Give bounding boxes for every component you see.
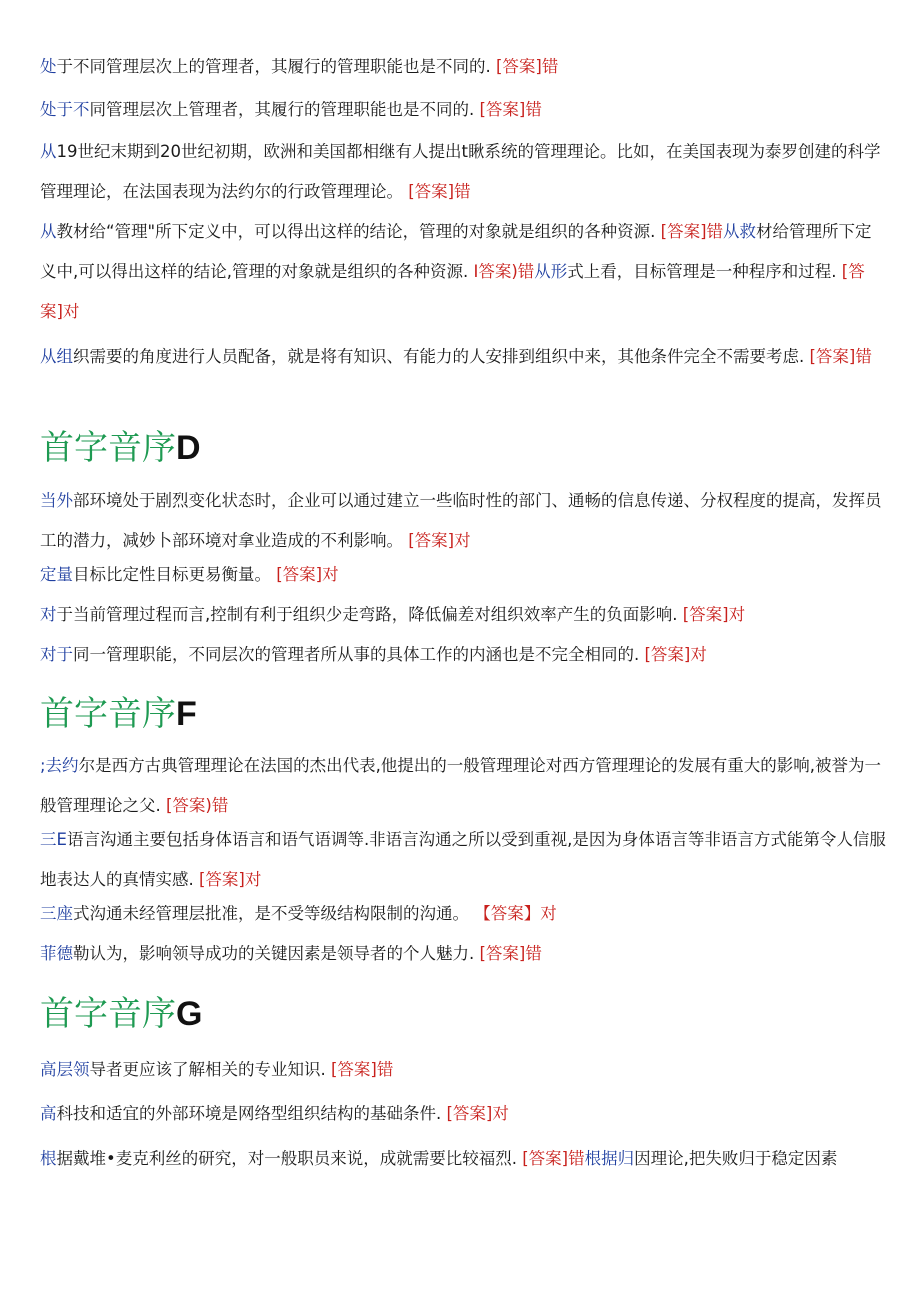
question-text: 导者更应该了解相关的专业知识. [89,1060,331,1079]
question-prefix: 从形 [534,262,568,281]
heading-letter: G [176,995,203,1033]
section-heading-g [40,992,202,1036]
section-heading-d [40,426,201,470]
question-item [40,820,886,900]
question-text: 科技和适宜的外部环境是网络型组织结构的基础条件. [56,1104,447,1123]
question-item [40,47,886,87]
question-prefix: 从 [40,222,57,241]
question-item [40,481,886,561]
question-item [40,746,886,826]
answer-label: [答案]对 [199,870,262,889]
question-item [40,212,886,332]
question-text: 同管理层次上管理者，其履行的管理职能也是不同的. [89,100,480,119]
answer-label: [答案]错 [479,944,542,963]
question-text: 教材给“管理"所下定义中，可以得出这样的结论，管理的对象就是组织的各种资源. [56,222,661,241]
question-item [40,1094,886,1134]
question-prefix: 三E [40,830,67,849]
question-text: 织需要的角度进行人员配备，就是将有知识、有能力的人安排到组织中来，其他条件完全不需要考虑. [73,347,810,366]
question-prefix: 从救 [723,222,757,241]
question-item [40,595,886,635]
answer-label: [答案]对 [40,262,865,321]
answer-label: [答案]错 [479,100,542,119]
answer-label: [答案]错 [331,1060,394,1079]
question-text: 于当前管理过程而言,控制有利于组织少走弯路，降低偏差对组织效率产生的负面影响. [56,605,683,624]
heading-letter: D [176,429,201,467]
question-item [40,1139,886,1179]
question-item [40,337,886,377]
answer-label: [答案]对 [446,1104,509,1123]
answer-label: [答案]对 [644,645,707,664]
question-text: 目标比定性目标更易衡量。 [73,565,277,584]
question-item [40,90,886,130]
question-text: 19世纪末期到20世纪初期，欧洲和美国都相继有人提出t瞅系统的管理理论。比如，在美国表现为泰罗创建的科学管理理论，在法国表现为法约尔的行政管理理论。 [40,142,881,201]
answer-label: [答案]错 [809,347,872,366]
question-item [40,132,886,212]
question-item [40,1050,886,1090]
heading-text: 首字音序 [40,994,176,1034]
question-prefix: 当外 [40,491,73,510]
question-prefix: 高 [40,1104,57,1123]
question-prefix: 三座 [40,904,73,923]
question-prefix: 定量 [40,565,73,584]
answer-label: [答案]对 [408,531,471,550]
heading-text: 首字音序 [40,694,176,734]
question-prefix: 菲德 [40,944,73,963]
question-prefix: 从组 [40,347,73,366]
question-text: 语言沟通主要包括身体语言和语气语调等.非语言沟通之所以受到重视,是因为身体语言等非语言方式能第令人信服地表达人的真情实感. [40,830,886,889]
answer-label: I答案)错 [473,262,535,281]
question-item [40,635,886,675]
question-prefix: 根据归 [584,1149,635,1168]
section-heading-f [40,692,197,736]
answer-label: [答案]错 [660,222,724,241]
question-text: 勒认为，影响领导成功的关键因素是领导者的个人魅力. [73,944,480,963]
question-prefix: 高层领 [40,1060,90,1079]
answer-label: [答案]错 [496,57,559,76]
question-item [40,934,886,974]
answer-label: 【答案】对 [474,904,557,923]
heading-text: 首字音序 [40,428,176,468]
question-text: 同一管理职能，不同层次的管理者所从事的具体工作的内涵也是不完全相同的. [73,645,645,664]
question-prefix: 处于不 [40,100,90,119]
answer-label: [答案]对 [682,605,746,624]
question-prefix: 根 [40,1149,57,1168]
answer-label: [答案)错 [166,796,229,815]
answer-label: [答案]错 [522,1149,585,1168]
question-prefix: 处 [40,57,57,76]
question-text: 因理论,把失败归于稳定因素 [634,1149,838,1168]
question-text: 据戴堆•麦克利丝的研究，对一般职员来说，成就需要比较福烈. [56,1149,523,1168]
question-item [40,555,886,595]
question-text: 于不同管理层次上的管理者，其履行的管理职能也是不同的. [56,57,496,76]
question-text: 部环境处于剧烈变化状态时，企业可以通过建立一些临时性的部门、通畅的信息传递、分权程度的提高，发挥员工的潜力，减妙卜部环境对拿业造成的不利影响。 [40,491,882,550]
question-prefix: 从 [40,142,57,161]
question-text: 式上看，目标管理是一种程序和过程. [567,262,842,281]
question-prefix: 对于 [40,645,73,664]
question-text: 尔是西方古典管理理论在法国的杰出代表,他提出的一般管理理论对西方管理理论的发展有重大的影响,被誉为一般管理理论之父. [40,756,882,815]
answer-label: [答案]错 [408,182,471,201]
heading-letter: F [176,695,197,733]
question-text: 式沟通未经管理层批准，是不受等级结构限制的沟通。 [73,904,475,923]
question-prefix: ;去约 [40,756,79,775]
question-prefix: 对 [40,605,57,624]
question-text: 材给管理所下定义中,可以得出这样的结论,管理的对象就是组织的各种资源. [40,222,872,281]
answer-label: [答案]对 [276,565,339,584]
question-item [40,894,886,934]
